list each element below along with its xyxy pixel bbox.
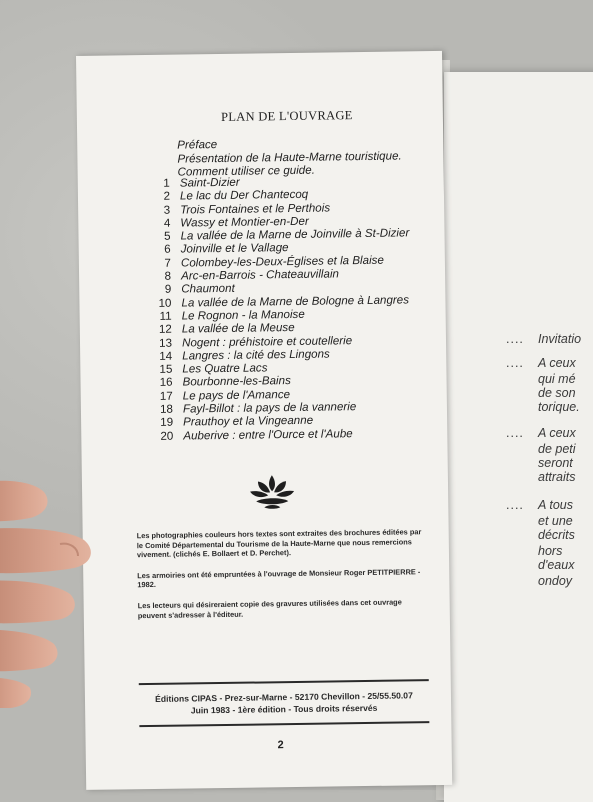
leader-dots: ....: [506, 426, 524, 440]
toc-number: 14: [159, 349, 173, 363]
toc-label: Trois Fontaines et le Perthois: [180, 201, 331, 217]
toc-number: 15: [159, 362, 173, 377]
toc-label: Fayl-Billot : la pays de la vannerie: [182, 400, 357, 416]
toc-number: 1: [163, 176, 170, 190]
right-page-line: décrits: [538, 528, 575, 542]
toc-label: La vallée de la Marne de Bologne à Langres: [181, 293, 410, 310]
page-title: PLAN DE L'OUVRAGE: [220, 108, 353, 124]
toc-number: 16: [159, 376, 173, 390]
toc-label: Le Rognon - la Manoise: [181, 307, 305, 323]
intro-lines: [177, 135, 402, 179]
toc-label: Le pays de l'Amance: [182, 387, 291, 403]
right-page-line: qui mé: [538, 372, 576, 386]
right-page-line: ondoy: [538, 574, 573, 588]
toc-number: 3: [163, 203, 171, 217]
right-page-line: attraits: [538, 470, 576, 484]
toc-label: Chaumont: [181, 282, 235, 296]
publisher-line: Éditions CIPAS - Prez-sur-Marne - 52170 Chevillon - 25/55.50.07: [155, 690, 413, 704]
note-paragraph: Les lecteurs qui désireraient copie des gravures utilisées dans cet ouvrage peuvent s'adresser à l'éditeur.: [137, 597, 402, 620]
toc-label: Langres : la cité des Lingons: [182, 347, 330, 363]
toc-label: Auberive : entre l'Ource et l'Aube: [183, 426, 353, 443]
right-page-line: A ceux: [538, 426, 576, 440]
publisher-line: Juin 1983 - 1ère édition - Tous droits réservés: [190, 702, 378, 716]
toc-number: 4: [163, 216, 171, 230]
right-page-line: seront: [538, 456, 573, 470]
toc-label: Nogent : préhistoire et coutellerie: [181, 333, 353, 350]
right-page-line: A tous: [538, 498, 573, 512]
toc-label: Saint-Dizier: [179, 175, 240, 190]
page-number: 2: [277, 739, 284, 752]
toc-entry: [141, 426, 441, 443]
toc-label: Prauthoy et la Vingeanne: [183, 414, 314, 429]
intro-line: Préface: [177, 138, 218, 152]
toc-number: 10: [158, 296, 172, 310]
hand-thumb-icon: [0, 478, 100, 708]
intro-line: Présentation de la Haute-Marne touristique.: [177, 148, 402, 166]
divider-bottom: [139, 721, 429, 727]
toc-number: 18: [159, 402, 174, 416]
divider-top: [139, 679, 429, 685]
toc-label: Arc-en-Barrois - Chateauvillain: [180, 267, 340, 283]
toc-label: Joinville et le Vallage: [180, 241, 289, 257]
right-page-line: torique.: [538, 400, 580, 414]
right-page-line: d'eaux: [538, 558, 575, 572]
leader-dots: ....: [506, 356, 524, 370]
toc-label: La vallée de la Meuse: [181, 321, 295, 336]
toc-label: La vallée de la Marne de Joinville à St-Dizier: [180, 226, 410, 243]
toc-number: 5: [163, 229, 171, 243]
toc-number: 2: [163, 189, 171, 204]
left-page: [76, 51, 452, 790]
publisher-info: [139, 689, 429, 717]
right-page-line: hors: [538, 544, 563, 558]
toc-label: Colombey-les-Deux-Églises et la Blaise: [180, 253, 384, 270]
flower-ornament-icon: [248, 473, 297, 512]
toc-label: Le lac du Der Chantecoq: [179, 188, 309, 203]
toc-number: 12: [158, 322, 172, 337]
right-page-line: Invitatio: [538, 332, 582, 346]
note-paragraph: Les armoiries ont été empruntées à l'ouvrage de Monsieur Roger PETITPIERRE - 1982.: [137, 567, 421, 590]
toc-number: 9: [164, 283, 172, 297]
toc-label: Bourbonne-les-Bains: [182, 374, 291, 389]
toc-number: 20: [160, 429, 174, 443]
leader-dots: ....: [506, 332, 524, 346]
table-of-contents: [138, 173, 442, 443]
toc-number: 8: [164, 269, 172, 283]
toc-number: 11: [159, 309, 172, 323]
toc-number: 7: [164, 256, 171, 270]
toc-number: 13: [159, 336, 173, 350]
credits-notes: [137, 527, 428, 631]
toc-number: 19: [160, 416, 174, 430]
toc-number: 17: [159, 389, 173, 403]
leader-dots: ....: [506, 498, 524, 512]
right-page-line: et une: [538, 514, 573, 528]
right-page-line: A ceux: [538, 356, 576, 370]
toc-label: Les Quatre Lacs: [182, 361, 268, 376]
toc-number: 6: [164, 243, 171, 257]
right-page-text: [444, 72, 593, 802]
right-page-line: de peti: [538, 442, 576, 456]
intro-line: Comment utiliser ce guide.: [177, 163, 315, 179]
note-paragraph: Les photographies couleurs hors textes sont extraites des brochures éditées par le Comité Départemental du Tourisme de la Haute-Marne que nous remercions vivement. (clichés E. Bollaert et D. Perchet).: [136, 527, 422, 560]
toc-label: Wassy et Montier-en-Der: [180, 214, 309, 230]
right-page: [444, 72, 593, 802]
right-page-line: de son: [538, 386, 576, 400]
